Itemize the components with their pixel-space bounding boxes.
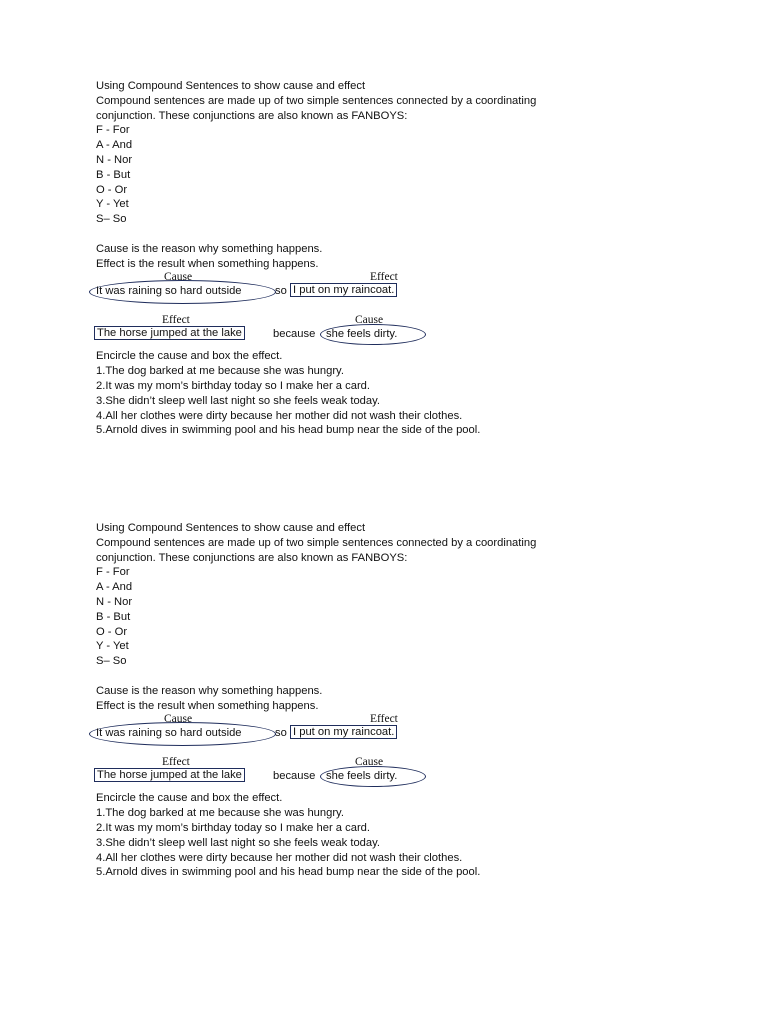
worksheet-title: Using Compound Sentences to show cause and effect	[96, 522, 366, 534]
instruction: Encircle the cause and box the effect.	[96, 792, 283, 805]
fanboys-item: O - Or	[96, 625, 128, 638]
conjunction: so	[275, 285, 287, 298]
fanboys-item: S– So	[96, 655, 127, 668]
cause-label: Cause	[164, 713, 193, 726]
example-cause-effect-1	[96, 713, 696, 755]
effect-box: The horse jumped at the lake	[94, 326, 245, 340]
effect-box: I put on my raincoat.	[290, 283, 397, 297]
intro-line: conjunction. These conjunctions are also known as FANBOYS:	[96, 551, 408, 564]
example-cause-effect-2	[96, 755, 696, 783]
fanboys-item: A - And	[96, 581, 133, 594]
cause-label: Cause	[164, 271, 193, 284]
intro-line: Compound sentences are made up of two simple sentences connected by a coordinating	[96, 94, 537, 107]
worksheet-1	[96, 79, 696, 438]
worksheet-2	[96, 521, 696, 880]
cause-text: she feels dirty.	[326, 328, 398, 341]
cause-definition: Cause is the reason why something happens.	[96, 684, 323, 697]
effect-label: Effect	[370, 271, 398, 284]
fanboys-item: S– So	[96, 213, 127, 226]
exercise-item: 1.The dog barked at me because she was hungry.	[96, 365, 344, 378]
exercise-item: 5.Arnold dives in swimming pool and his head bump near the side of the pool.	[96, 424, 481, 437]
fanboys-item: B - But	[96, 168, 131, 181]
effect-label: Effect	[370, 713, 398, 726]
effect-label: Effect	[162, 314, 190, 327]
fanboys-item: N - Nor	[96, 595, 133, 608]
fanboys-item: A - And	[96, 139, 133, 152]
fanboys-item: O - Or	[96, 183, 128, 196]
exercise-item: 4.All her clothes were dirty because her mother did not wash their clothes.	[96, 851, 463, 864]
cause-text: she feels dirty.	[326, 770, 398, 783]
fanboys-item: Y - Yet	[96, 640, 129, 653]
intro-line: conjunction. These conjunctions are also known as FANBOYS:	[96, 109, 408, 122]
conjunction: because	[273, 770, 316, 783]
exercise-item: 2.It was my mom’s birthday today so I make her a card.	[96, 379, 370, 392]
exercise-item: 1.The dog barked at me because she was hungry.	[96, 807, 344, 820]
fanboys-item: N - Nor	[96, 153, 133, 166]
cause-label: Cause	[355, 314, 384, 327]
fanboys-item: F - For	[96, 124, 130, 137]
exercise-item: 2.It was my mom’s birthday today so I make her a card.	[96, 821, 370, 834]
effect-label: Effect	[162, 756, 190, 769]
worksheet-title: Using Compound Sentences to show cause and effect	[96, 80, 366, 92]
fanboys-item: Y - Yet	[96, 198, 129, 211]
effect-definition: Effect is the result when something happens.	[96, 257, 319, 270]
exercise-item: 5.Arnold dives in swimming pool and his head bump near the side of the pool.	[96, 866, 481, 879]
cause-text: It was raining so hard outside	[96, 727, 242, 740]
cause-definition: Cause is the reason why something happens.	[96, 242, 323, 255]
cause-text: It was raining so hard outside	[96, 285, 242, 298]
effect-definition: Effect is the result when something happens.	[96, 699, 319, 712]
effect-box: I put on my raincoat.	[290, 725, 397, 739]
fanboys-item: F - For	[96, 566, 130, 579]
intro-line: Compound sentences are made up of two simple sentences connected by a coordinating	[96, 536, 537, 549]
effect-box: The horse jumped at the lake	[94, 768, 245, 782]
exercise-item: 4.All her clothes were dirty because her mother did not wash their clothes.	[96, 409, 463, 422]
instruction: Encircle the cause and box the effect.	[96, 350, 283, 363]
example-cause-effect-1	[96, 271, 696, 313]
cause-label: Cause	[355, 756, 384, 769]
conjunction: because	[273, 328, 316, 341]
example-cause-effect-2	[96, 313, 696, 341]
conjunction: so	[275, 727, 287, 740]
exercise-item: 3.She didn’t sleep well last night so she feels weak today.	[96, 394, 380, 407]
exercise-item: 3.She didn’t sleep well last night so she feels weak today.	[96, 836, 380, 849]
fanboys-item: B - But	[96, 610, 131, 623]
